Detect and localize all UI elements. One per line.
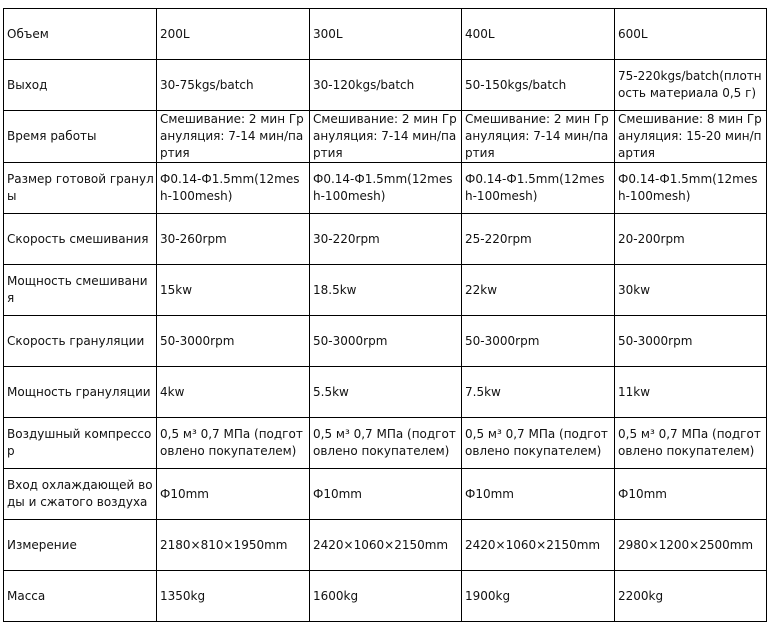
table-cell: 50-3000rpm: [615, 316, 767, 367]
table-cell: Ф0.14-Ф1.5mm(12mesh-100mesh): [462, 163, 615, 214]
table-cell: 50-3000rpm: [462, 316, 615, 367]
table-cell: Ф10mm: [615, 469, 767, 520]
table-row: [4, 367, 767, 418]
row-label: Размер готовой гранулы: [4, 163, 157, 214]
table-cell: 30-120kgs/batch: [310, 60, 462, 111]
table-cell: Ф0.14-Ф1.5mm(12mesh-100mesh): [310, 163, 462, 214]
table-cell: 2420×1060×2150mm: [310, 520, 462, 571]
table-cell: Смешивание: 8 мин Грануляция: 15-20 мин/партия: [615, 111, 767, 163]
column-header-400l: 400L: [462, 9, 615, 60]
table-cell: 1900kg: [462, 571, 615, 622]
table-cell: 30-260rpm: [157, 214, 310, 265]
table-cell: Ф10mm: [462, 469, 615, 520]
table-cell: 2420×1060×2150mm: [462, 520, 615, 571]
table-cell: 2980×1200×2500mm: [615, 520, 767, 571]
row-label: Масса: [4, 571, 157, 622]
table-cell: 30-75kgs/batch: [157, 60, 310, 111]
row-label: Скорость грануляции: [4, 316, 157, 367]
table-cell: 11kw: [615, 367, 767, 418]
table-cell: Ф10mm: [310, 469, 462, 520]
table-header-row: [4, 9, 767, 60]
table-cell: Смешивание: 2 мин Грануляция: 7-14 мин/партия: [157, 111, 310, 163]
table-cell: 25-220rpm: [462, 214, 615, 265]
column-header-300l: 300L: [310, 9, 462, 60]
table-row: [4, 60, 767, 111]
row-label: Мощность грануляции: [4, 367, 157, 418]
column-header-600l: 600L: [615, 9, 767, 60]
table-cell: 30-220rpm: [310, 214, 462, 265]
table-cell: Смешивание: 2 мин Грануляция: 7-14 мин/партия: [310, 111, 462, 163]
table-row: [4, 571, 767, 622]
table-cell: 7.5kw: [462, 367, 615, 418]
table-row: [4, 520, 767, 571]
table-cell: 20-200rpm: [615, 214, 767, 265]
table-cell: 0,5 м³ 0,7 МПа (подготовлено покупателем): [462, 418, 615, 469]
table-row: [4, 418, 767, 469]
table-row: [4, 469, 767, 520]
table-cell: 0,5 м³ 0,7 МПа (подготовлено покупателем): [157, 418, 310, 469]
table-cell: 1350kg: [157, 571, 310, 622]
column-header-200l: 200L: [157, 9, 310, 60]
row-label: Выход: [4, 60, 157, 111]
table-cell: 15kw: [157, 265, 310, 316]
table-cell: 30kw: [615, 265, 767, 316]
table-cell: 50-3000rpm: [157, 316, 310, 367]
spec-table: [3, 8, 767, 622]
row-label: Время работы: [4, 111, 157, 163]
table-cell: 0,5 м³ 0,7 МПа (подготовлено покупателем): [615, 418, 767, 469]
table-cell: 4kw: [157, 367, 310, 418]
table-row: [4, 265, 767, 316]
table-cell: 50-3000rpm: [310, 316, 462, 367]
table-cell: Смешивание: 2 мин Грануляция: 7-14 мин/партия: [462, 111, 615, 163]
row-label: Мощность смешивания: [4, 265, 157, 316]
table-row: [4, 316, 767, 367]
column-header-volume: Объем: [4, 9, 157, 60]
table-cell: 2200kg: [615, 571, 767, 622]
table-cell: Ф10mm: [157, 469, 310, 520]
table-cell: 18.5kw: [310, 265, 462, 316]
table-row: [4, 214, 767, 265]
table-cell: Ф0.14-Ф1.5mm(12mesh-100mesh): [157, 163, 310, 214]
table-cell: 5.5kw: [310, 367, 462, 418]
table-cell: 50-150kgs/batch: [462, 60, 615, 111]
row-label: Воздушный компрессор: [4, 418, 157, 469]
table-row: [4, 111, 767, 163]
table-cell: Ф0.14-Ф1.5mm(12mesh-100mesh): [615, 163, 767, 214]
row-label: Вход охлаждающей воды и сжатого воздуха: [4, 469, 157, 520]
table-cell: 2180×810×1950mm: [157, 520, 310, 571]
table-cell: 0,5 м³ 0,7 МПа (подготовлено покупателем): [310, 418, 462, 469]
table-cell: 75-220kgs/batch(плотность материала 0,5 г): [615, 60, 767, 111]
table-row: [4, 163, 767, 214]
table-cell: 1600kg: [310, 571, 462, 622]
row-label: Измерение: [4, 520, 157, 571]
row-label: Скорость смешивания: [4, 214, 157, 265]
table-cell: 22kw: [462, 265, 615, 316]
